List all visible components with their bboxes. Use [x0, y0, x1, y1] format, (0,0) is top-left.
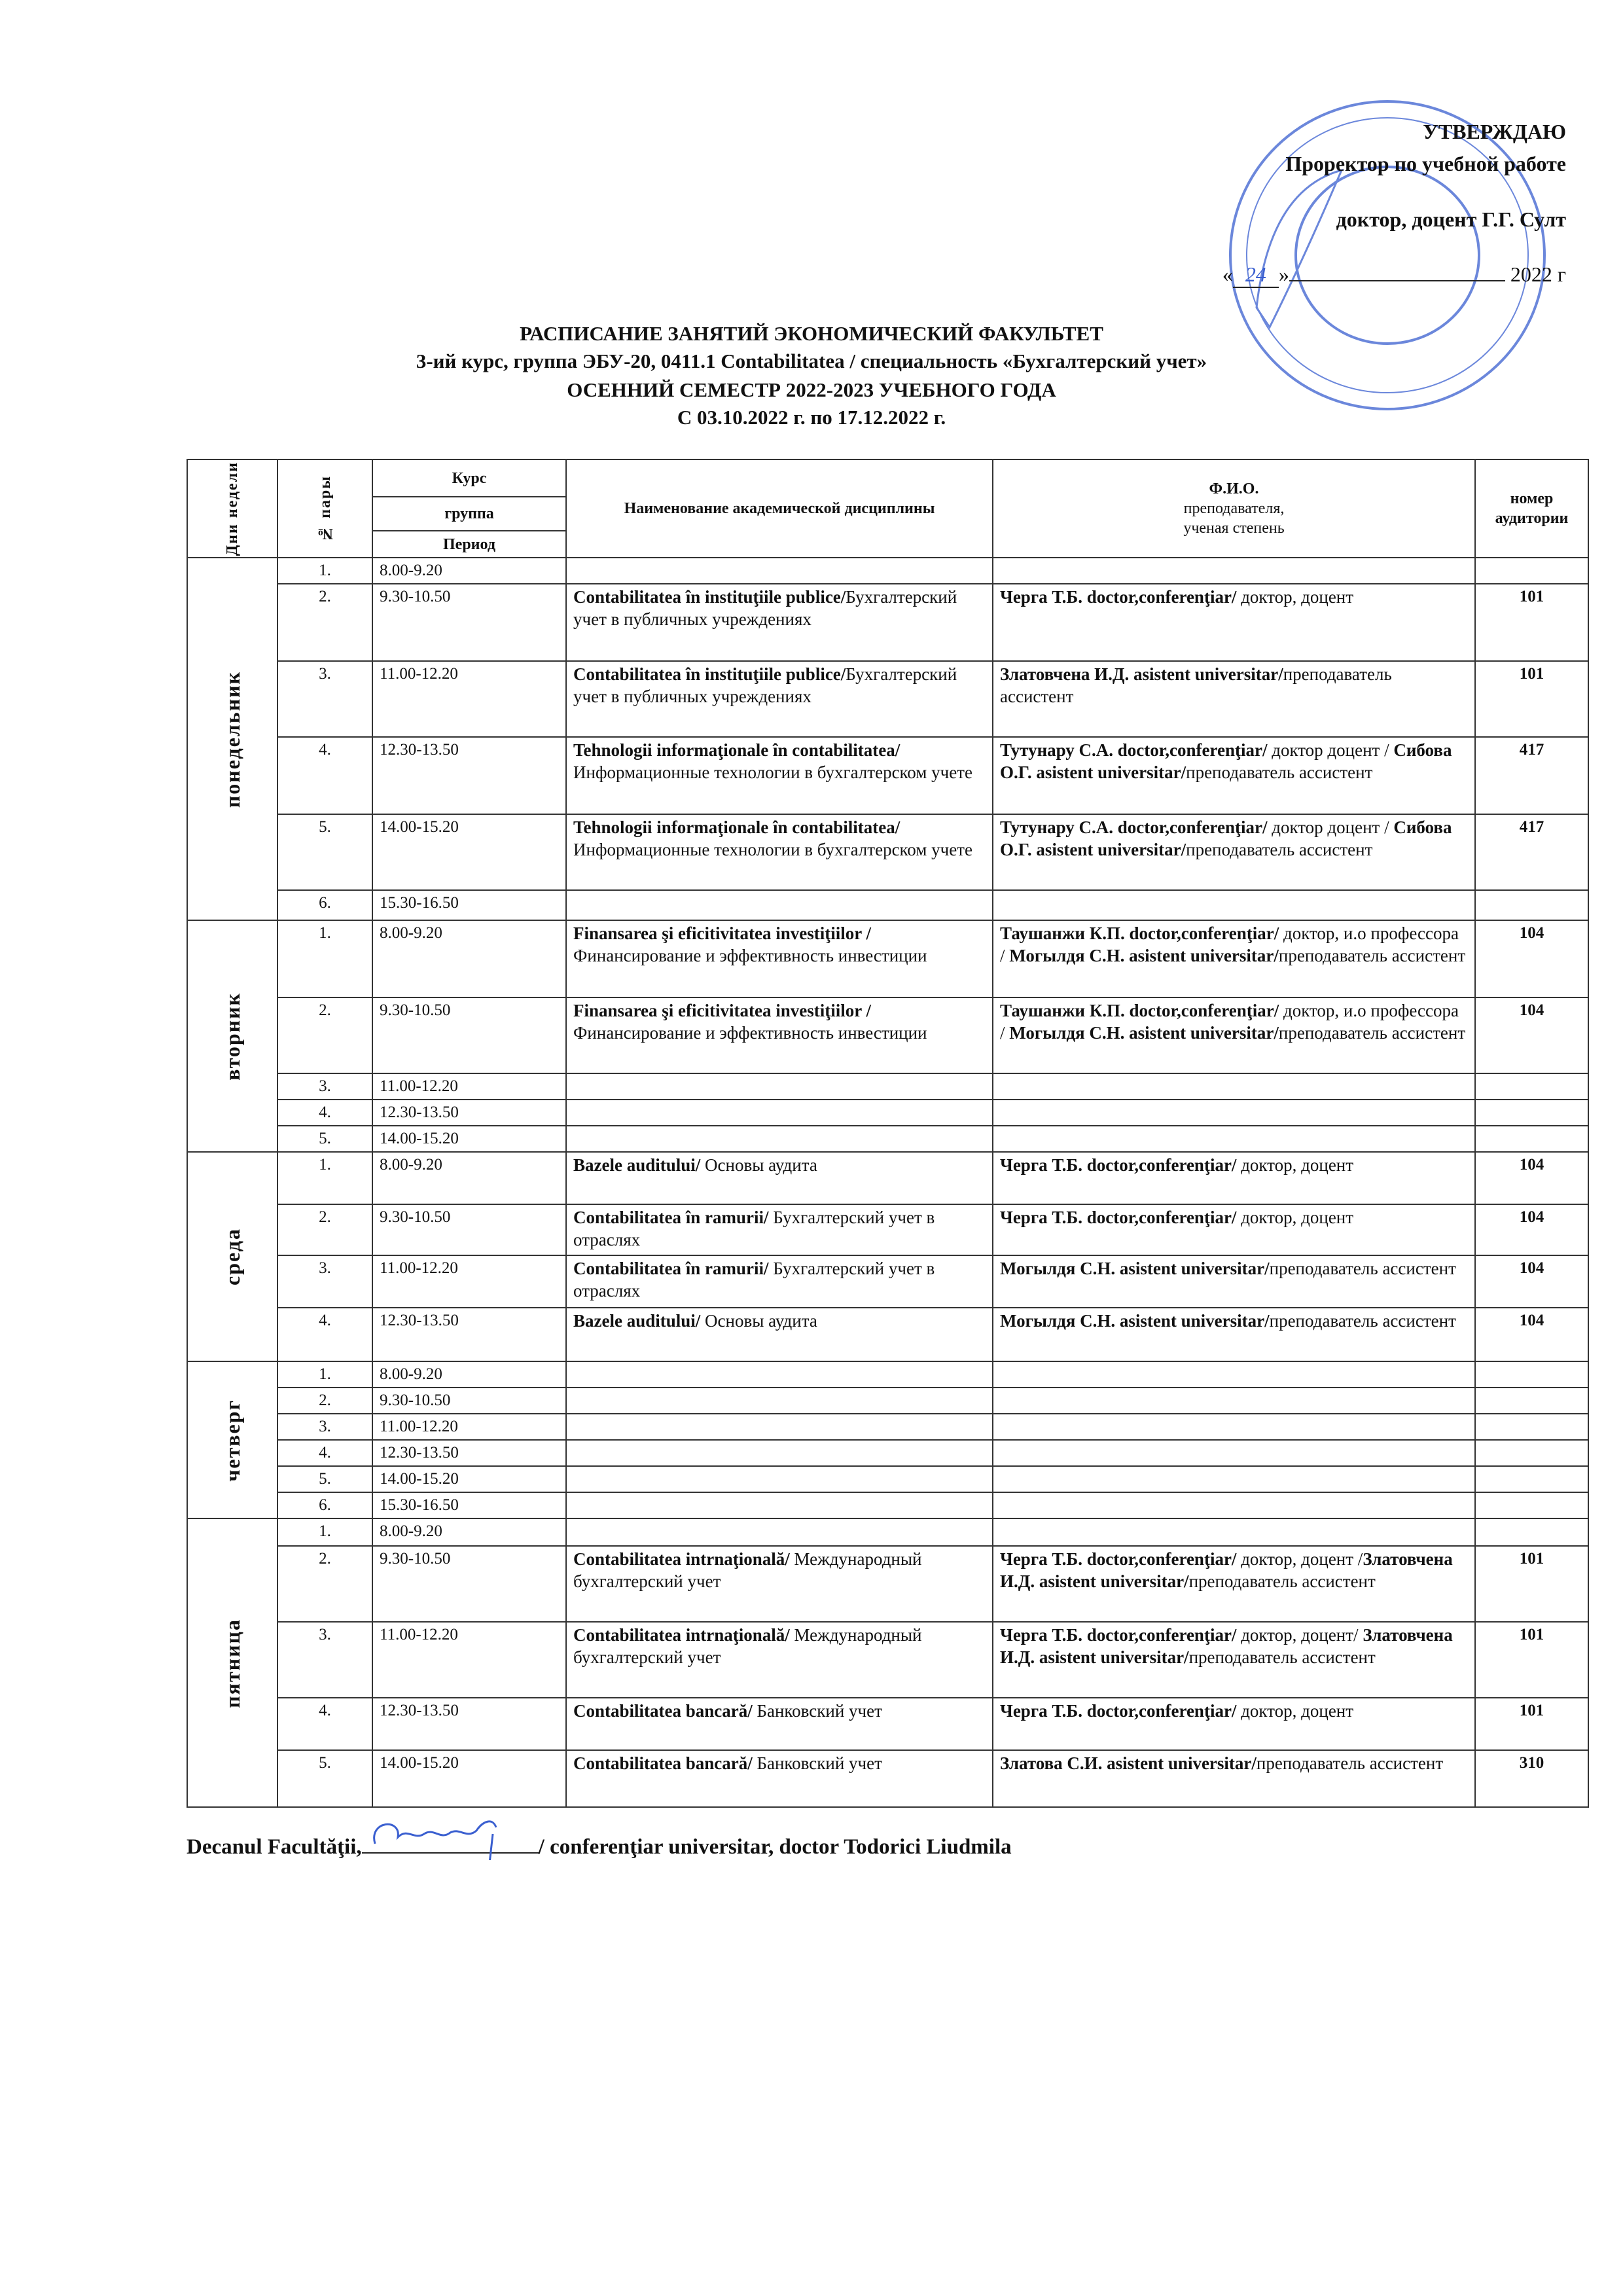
table-row — [187, 1622, 1588, 1698]
header-pair-number: № пары — [277, 459, 372, 558]
subject-segment: Информационные технологии в бухгалтерском учете — [573, 840, 972, 860]
subject-segment: Бухгалтерский учет в отраслях — [573, 1208, 935, 1250]
approval-year: 2022 г — [1510, 262, 1566, 286]
pair-time: 14.00-15.20 — [372, 1466, 566, 1492]
pair-number: 1. — [277, 920, 372, 997]
teacher-segment: доктор доцент / — [1267, 817, 1394, 838]
header-teacher: Ф.И.О. преподавателя, ученая степень — [993, 459, 1475, 558]
teacher-cell — [993, 1152, 1475, 1204]
subject-segment: Tehnologii informaţionale în contabilitatea/ — [573, 817, 901, 838]
room-number — [1475, 1518, 1588, 1546]
pair-time: 15.30-16.50 — [372, 1492, 566, 1518]
pair-number: 5. — [277, 1466, 372, 1492]
teacher-segment: Тутунару С.А. doctor,conferenţiar/ — [1000, 817, 1268, 838]
teacher-cell — [993, 1698, 1475, 1750]
subject-segment: Бухгалтерский учет в отраслях — [573, 1259, 935, 1301]
subject-segment: Contabilitatea în instituţiile publice/ — [573, 587, 846, 607]
pair-number: 2. — [277, 997, 372, 1073]
pair-number: 1. — [277, 1518, 372, 1546]
pair-time: 11.00-12.20 — [372, 661, 566, 737]
pair-time: 8.00-9.20 — [372, 1152, 566, 1204]
pair-number: 1. — [277, 558, 372, 584]
day-name: четверг — [221, 1399, 244, 1482]
table-row — [187, 890, 1588, 920]
subject-segment: Bazele auditului/ — [573, 1155, 701, 1175]
room-number: 104 — [1475, 997, 1588, 1073]
discipline-cell — [566, 1492, 993, 1518]
discipline-cell — [566, 1255, 993, 1308]
teacher-segment: Могылдя С.Н. asistent universitar/ — [1000, 1311, 1270, 1331]
teacher-cell — [993, 1518, 1475, 1546]
teacher-segment: Могылдя С.Н. asistent universitar/ — [1009, 946, 1279, 966]
header-discipline: Наименование академической дисциплины — [566, 459, 993, 558]
approval-date: « 24 » 2022 г — [1222, 260, 1566, 288]
pair-time: 11.00-12.20 — [372, 1414, 566, 1440]
teacher-cell — [993, 584, 1475, 661]
pair-time: 12.30-13.50 — [372, 737, 566, 814]
pair-time: 14.00-15.20 — [372, 814, 566, 890]
subject-segment: Finansarea şi eficitivitatea investiţiilor / — [573, 924, 871, 944]
header-room: номер аудитории — [1475, 459, 1588, 558]
teacher-segment: доктор, доцент / — [1236, 1549, 1363, 1570]
schedule-table — [187, 459, 1589, 1808]
room-number — [1475, 1440, 1588, 1466]
pair-number: 4. — [277, 1100, 372, 1126]
teacher-segment: доктор доцент / — [1267, 740, 1394, 761]
teacher-segment: Черга Т.Б. doctor,conferenţiar/ — [1000, 1625, 1237, 1645]
approval-day: 24 — [1233, 262, 1279, 288]
discipline-cell — [566, 737, 993, 814]
pair-number: 3. — [277, 1255, 372, 1308]
discipline-cell — [566, 997, 993, 1073]
pair-number: 5. — [277, 814, 372, 890]
subject-segment: Основы аудита — [700, 1155, 817, 1175]
room-number — [1475, 1073, 1588, 1100]
teacher-segment: преподаватель ассистент — [1000, 664, 1392, 707]
teacher-segment: Сибова О.Г. asistent universitar/ — [1000, 817, 1452, 860]
teacher-cell — [993, 1073, 1475, 1100]
teacher-segment: Черга Т.Б. doctor,conferenţiar/ — [1000, 1208, 1237, 1228]
teacher-segment: доктор, доцент — [1236, 1208, 1354, 1228]
teacher-segment: доктор, доцент — [1236, 1701, 1354, 1721]
room-number: 101 — [1475, 1546, 1588, 1622]
discipline-cell — [566, 1546, 993, 1622]
discipline-cell — [566, 1622, 993, 1698]
table-row — [187, 1126, 1588, 1152]
table-row — [187, 1466, 1588, 1492]
pair-time: 8.00-9.20 — [372, 920, 566, 997]
room-number — [1475, 558, 1588, 584]
teacher-segment: доктор, доцент — [1236, 1155, 1354, 1175]
room-number — [1475, 1361, 1588, 1388]
teacher-segment: преподаватель ассистент — [1269, 1311, 1456, 1331]
pair-number: 3. — [277, 1073, 372, 1100]
pair-number: 1. — [277, 1361, 372, 1388]
pair-time: 12.30-13.50 — [372, 1100, 566, 1126]
teacher-segment: Златова С.И. asistent universitar/ — [1000, 1753, 1257, 1774]
discipline-cell — [566, 558, 993, 584]
pair-time: 8.00-9.20 — [372, 558, 566, 584]
teacher-segment: Могылдя С.Н. asistent universitar/ — [1000, 1259, 1270, 1279]
room-number: 101 — [1475, 584, 1588, 661]
pair-number: 4. — [277, 737, 372, 814]
teacher-segment: Черга Т.Б. doctor,conferenţiar/ — [1000, 1701, 1237, 1721]
teacher-segment: преподаватель ассистент — [1188, 1571, 1376, 1592]
dean-label: Decanul Facultăţii, — [187, 1835, 362, 1859]
table-row — [187, 1255, 1588, 1308]
pair-time: 11.00-12.20 — [372, 1255, 566, 1308]
teacher-cell — [993, 1388, 1475, 1414]
teacher-segment: Черга Т.Б. doctor,conferenţiar/ — [1000, 1549, 1237, 1570]
teacher-cell — [993, 1466, 1475, 1492]
room-number — [1475, 1414, 1588, 1440]
header-period: Период — [372, 531, 566, 558]
subject-segment: Bazele auditului/ — [573, 1311, 701, 1331]
table-row — [187, 1204, 1588, 1255]
pair-time: 8.00-9.20 — [372, 1361, 566, 1388]
approval-heading: УТВЕРЖДАЮ — [1423, 120, 1566, 143]
pair-time: 9.30-10.50 — [372, 1388, 566, 1414]
teacher-cell — [993, 814, 1475, 890]
subject-segment: Contabilitatea în instituţiile publice/ — [573, 664, 846, 685]
discipline-cell — [566, 1440, 993, 1466]
subject-segment: Бухгалтерский учет в публичных учреждениях — [573, 664, 957, 707]
approval-position: Проректор по учебной работе — [1285, 152, 1566, 175]
discipline-cell — [566, 1750, 993, 1807]
room-number: 101 — [1475, 1698, 1588, 1750]
day-name: среда — [221, 1228, 244, 1286]
pair-time: 9.30-10.50 — [372, 1546, 566, 1622]
pair-number: 3. — [277, 1414, 372, 1440]
day-cell — [187, 1518, 277, 1807]
room-number: 104 — [1475, 1152, 1588, 1204]
subject-segment: Contabilitatea bancară/ — [573, 1701, 753, 1721]
pair-time: 12.30-13.50 — [372, 1308, 566, 1361]
pair-time: 8.00-9.20 — [372, 1518, 566, 1546]
subject-segment: Основы аудита — [700, 1311, 817, 1331]
teacher-segment: доктор, и.о профессора / — [1000, 924, 1459, 966]
discipline-cell — [566, 1308, 993, 1361]
teacher-cell — [993, 1100, 1475, 1126]
footer-signature — [187, 1834, 1012, 1859]
teacher-segment: доктор, доцент — [1236, 587, 1354, 607]
approval-signatory: доктор, доцент Г.Г. Султ — [1336, 207, 1566, 231]
room-number: 101 — [1475, 1622, 1588, 1698]
table-row — [187, 1698, 1588, 1750]
discipline-cell — [566, 920, 993, 997]
subject-segment: Бухгалтерский учет в публичных учреждениях — [573, 587, 957, 630]
discipline-cell — [566, 814, 993, 890]
teacher-cell — [993, 890, 1475, 920]
room-number: 104 — [1475, 920, 1588, 997]
header-group: группа — [372, 497, 566, 531]
room-number: 104 — [1475, 1255, 1588, 1308]
teacher-cell — [993, 1361, 1475, 1388]
teacher-cell — [993, 1414, 1475, 1440]
teacher-segment: Таушанжи К.П. doctor,conferenţiar/ — [1000, 1001, 1279, 1021]
pair-number: 3. — [277, 661, 372, 737]
subject-segment: Информационные технологии в бухгалтерском учете — [573, 762, 972, 783]
day-cell — [187, 920, 277, 1152]
room-number: 310 — [1475, 1750, 1588, 1807]
subject-segment: Finansarea şi eficitivitatea investiţiilor / — [573, 1001, 871, 1021]
discipline-cell — [566, 1698, 993, 1750]
header-days: Дни недели — [187, 459, 277, 558]
teacher-cell — [993, 737, 1475, 814]
day-name: понедельник — [221, 670, 244, 808]
teacher-segment: преподаватель ассистент — [1186, 840, 1373, 860]
teacher-segment: Златовчена И.Д. asistent universitar/ — [1000, 1625, 1453, 1668]
discipline-cell — [566, 1361, 993, 1388]
teacher-cell — [993, 1308, 1475, 1361]
pair-time: 11.00-12.20 — [372, 1622, 566, 1698]
pair-number: 6. — [277, 890, 372, 920]
pair-time: 14.00-15.20 — [372, 1126, 566, 1152]
day-cell — [187, 1361, 277, 1518]
discipline-cell — [566, 890, 993, 920]
pair-number: 3. — [277, 1622, 372, 1698]
table-row — [187, 920, 1588, 997]
day-cell — [187, 1152, 277, 1361]
teacher-segment: Златовчена И.Д. asistent universitar/ — [1000, 1549, 1453, 1592]
subject-segment: Contabilitatea în ramurii/ — [573, 1208, 769, 1228]
room-number — [1475, 1126, 1588, 1152]
table-row — [187, 558, 1588, 584]
teacher-cell — [993, 1546, 1475, 1622]
table-row — [187, 1388, 1588, 1414]
pair-number: 4. — [277, 1308, 372, 1361]
teacher-cell — [993, 1622, 1475, 1698]
table-row — [187, 1361, 1588, 1388]
room-number: 417 — [1475, 737, 1588, 814]
teacher-segment: Тутунару С.А. doctor,conferenţiar/ — [1000, 740, 1268, 761]
pair-number: 2. — [277, 1204, 372, 1255]
subject-segment: Финансирование и эффективность инвестиции — [573, 946, 927, 966]
discipline-cell — [566, 1204, 993, 1255]
pair-time: 11.00-12.20 — [372, 1073, 566, 1100]
pair-number: 5. — [277, 1750, 372, 1807]
teacher-segment: Могылдя С.Н. asistent universitar/ — [1009, 1023, 1279, 1043]
teacher-segment: Таушанжи К.П. doctor,conferenţiar/ — [1000, 924, 1279, 944]
discipline-cell — [566, 1100, 993, 1126]
teacher-cell — [993, 1126, 1475, 1152]
teacher-segment: преподаватель ассистент — [1256, 1753, 1444, 1774]
teacher-cell — [993, 558, 1475, 584]
table-row — [187, 1440, 1588, 1466]
teacher-segment: доктор, доцент/ — [1236, 1625, 1363, 1645]
pair-number: 2. — [277, 1388, 372, 1414]
teacher-cell — [993, 1750, 1475, 1807]
date-range: С 03.10.2022 г. по 17.12.2022 г. — [677, 406, 946, 429]
document-subtitle: 3-ий курс, группа ЭБУ-20, 0411.1 Contabilitatea / специальность «Бухгалтерский учет» — [416, 350, 1207, 372]
pair-time: 9.30-10.50 — [372, 584, 566, 661]
room-number — [1475, 1466, 1588, 1492]
pair-number: 1. — [277, 1152, 372, 1204]
teacher-cell — [993, 1255, 1475, 1308]
pair-number: 4. — [277, 1698, 372, 1750]
table-row — [187, 1750, 1588, 1807]
table-row — [187, 1518, 1588, 1546]
table-row — [187, 1492, 1588, 1518]
pair-number: 4. — [277, 1440, 372, 1466]
table-row — [187, 1100, 1588, 1126]
room-number: 101 — [1475, 661, 1588, 737]
teacher-segment: Черга Т.Б. doctor,conferenţiar/ — [1000, 1155, 1237, 1175]
pair-time: 15.30-16.50 — [372, 890, 566, 920]
pair-time: 12.30-13.50 — [372, 1698, 566, 1750]
teacher-segment: преподаватель ассистент — [1186, 762, 1373, 783]
header-course: Курс — [372, 459, 566, 497]
subject-segment: Contabilitatea intrnaţională/ — [573, 1625, 790, 1645]
subject-segment: Банковский учет — [752, 1753, 882, 1774]
teacher-segment: преподаватель ассистент — [1278, 1023, 1466, 1043]
pair-number: 6. — [277, 1492, 372, 1518]
teacher-cell — [993, 1440, 1475, 1466]
table-row — [187, 1152, 1588, 1204]
table-row — [187, 661, 1588, 737]
teacher-segment: преподаватель ассистент — [1188, 1647, 1376, 1668]
day-cell — [187, 558, 277, 920]
pair-time: 9.30-10.50 — [372, 1204, 566, 1255]
pair-number: 5. — [277, 1126, 372, 1152]
room-number: 104 — [1475, 1308, 1588, 1361]
pair-number: 2. — [277, 584, 372, 661]
discipline-cell — [566, 1126, 993, 1152]
room-number: 417 — [1475, 814, 1588, 890]
table-row — [187, 1414, 1588, 1440]
discipline-cell — [566, 1518, 993, 1546]
teacher-cell — [993, 920, 1475, 997]
subject-segment: Финансирование и эффективность инвестиции — [573, 1023, 927, 1043]
discipline-cell — [566, 1152, 993, 1204]
subject-segment: Банковский учет — [752, 1701, 882, 1721]
room-number — [1475, 1100, 1588, 1126]
room-number — [1475, 1492, 1588, 1518]
table-row — [187, 1073, 1588, 1100]
pair-number: 2. — [277, 1546, 372, 1622]
table-row — [187, 814, 1588, 890]
discipline-cell — [566, 1466, 993, 1492]
table-row — [187, 584, 1588, 661]
teacher-segment: Златовчена И.Д. asistent universitar/ — [1000, 664, 1283, 685]
teacher-segment: Черга Т.Б. doctor,conferenţiar/ — [1000, 587, 1237, 607]
subject-segment: Tehnologii informaţionale în contabilitatea/ — [573, 740, 901, 761]
room-number: 104 — [1475, 1204, 1588, 1255]
semester: ОСЕННИЙ СЕМЕСТР 2022-2023 УЧЕБНОГО ГОДА — [567, 378, 1056, 401]
pair-time: 14.00-15.20 — [372, 1750, 566, 1807]
teacher-cell — [993, 661, 1475, 737]
subject-segment: Contabilitatea intrnaţională/ — [573, 1549, 790, 1570]
room-number — [1475, 890, 1588, 920]
day-name: пятница — [221, 1618, 244, 1708]
document-title: РАСПИСАНИЕ ЗАНЯТИЙ ЭКОНОМИЧЕСКИЙ ФАКУЛЬТЕТ — [520, 322, 1103, 345]
teacher-cell — [993, 1204, 1475, 1255]
subject-segment: Contabilitatea în ramurii/ — [573, 1259, 769, 1279]
room-number — [1475, 1388, 1588, 1414]
discipline-cell — [566, 584, 993, 661]
teacher-segment: преподаватель ассистент — [1269, 1259, 1456, 1279]
discipline-cell — [566, 661, 993, 737]
discipline-cell — [566, 1073, 993, 1100]
table-row — [187, 997, 1588, 1073]
teacher-cell — [993, 997, 1475, 1073]
subject-segment: Contabilitatea bancară/ — [573, 1753, 753, 1774]
discipline-cell — [566, 1388, 993, 1414]
pair-time: 12.30-13.50 — [372, 1440, 566, 1466]
table-row — [187, 1546, 1588, 1622]
teacher-segment: доктор, и.о профессора / — [1000, 1001, 1459, 1043]
subject-segment: Международный бухгалтерский учет — [573, 1625, 922, 1668]
day-name: вторник — [221, 992, 244, 1081]
pair-time: 9.30-10.50 — [372, 997, 566, 1073]
discipline-cell — [566, 1414, 993, 1440]
dean-title: / conferenţiar universitar, doctor Todorici Liudmila — [538, 1835, 1012, 1859]
table-row — [187, 737, 1588, 814]
teacher-segment: преподаватель ассистент — [1278, 946, 1466, 966]
table-row — [187, 1308, 1588, 1361]
dean-signature — [362, 1834, 539, 1854]
teacher-cell — [993, 1492, 1475, 1518]
teacher-segment: Сибова О.Г. asistent universitar/ — [1000, 740, 1452, 783]
subject-segment: Международный бухгалтерский учет — [573, 1549, 922, 1592]
